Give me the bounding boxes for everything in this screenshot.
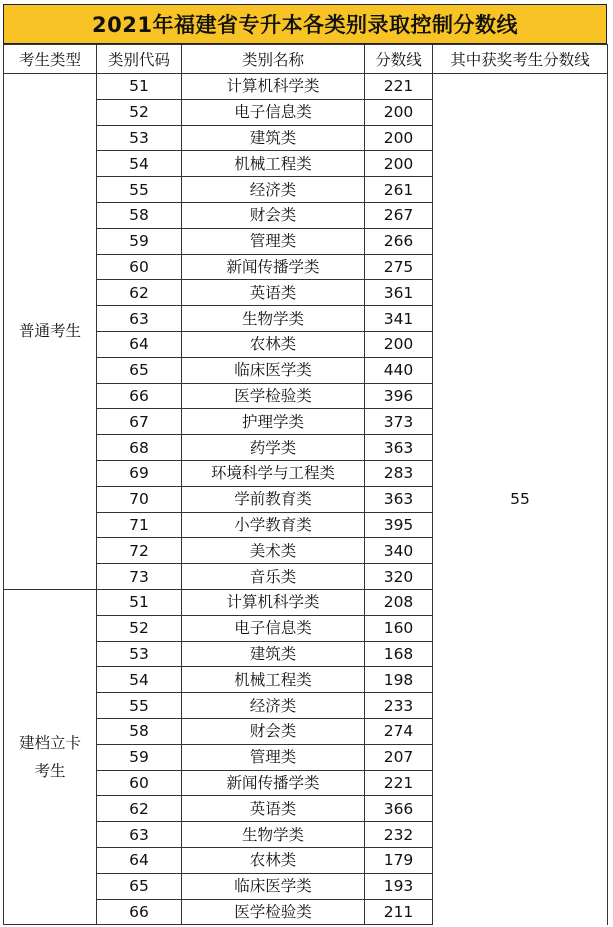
category-code-cell: 58 bbox=[97, 718, 182, 744]
score-line-cell: 207 bbox=[365, 744, 433, 770]
category-code-cell: 62 bbox=[97, 280, 182, 306]
student-type-cell: 普通考生 bbox=[4, 74, 97, 590]
score-line-cell: 340 bbox=[365, 538, 433, 564]
category-code-cell: 73 bbox=[97, 564, 182, 590]
table-row bbox=[4, 74, 608, 100]
category-name-cell: 生物学类 bbox=[182, 306, 365, 332]
category-name-cell: 药学类 bbox=[182, 435, 365, 461]
student-type-cell: 建档立卡 考生 bbox=[4, 589, 97, 924]
score-line-cell: 200 bbox=[365, 151, 433, 177]
category-code-cell: 60 bbox=[97, 254, 182, 280]
category-code-cell: 64 bbox=[97, 847, 182, 873]
category-name-cell: 生物学类 bbox=[182, 822, 365, 848]
category-name-cell: 英语类 bbox=[182, 280, 365, 306]
category-name-cell: 学前教育类 bbox=[182, 486, 365, 512]
score-line-cell: 363 bbox=[365, 486, 433, 512]
category-code-cell: 64 bbox=[97, 331, 182, 357]
category-code-cell: 60 bbox=[97, 770, 182, 796]
category-name-cell: 财会类 bbox=[182, 718, 365, 744]
score-line-cell: 211 bbox=[365, 899, 433, 925]
category-name-cell: 医学检验类 bbox=[182, 383, 365, 409]
category-code-cell: 63 bbox=[97, 822, 182, 848]
category-name-cell: 护理学类 bbox=[182, 409, 365, 435]
score-table bbox=[3, 44, 608, 925]
category-name-cell: 管理类 bbox=[182, 744, 365, 770]
category-code-cell: 54 bbox=[97, 667, 182, 693]
category-code-cell: 68 bbox=[97, 435, 182, 461]
header-category-name: 类别名称 bbox=[182, 45, 365, 74]
category-name-cell: 财会类 bbox=[182, 202, 365, 228]
header-row bbox=[4, 45, 608, 74]
score-line-cell: 395 bbox=[365, 512, 433, 538]
category-name-cell: 建筑类 bbox=[182, 125, 365, 151]
score-line-cell: 193 bbox=[365, 873, 433, 899]
category-name-cell: 农林类 bbox=[182, 847, 365, 873]
score-line-cell: 274 bbox=[365, 718, 433, 744]
category-code-cell: 65 bbox=[97, 873, 182, 899]
category-code-cell: 53 bbox=[97, 125, 182, 151]
category-name-cell: 临床医学类 bbox=[182, 357, 365, 383]
header-award-score-line: 其中获奖考生分数线 bbox=[433, 45, 608, 74]
category-name-cell: 小学教育类 bbox=[182, 512, 365, 538]
score-line-cell: 221 bbox=[365, 74, 433, 100]
category-name-cell: 临床医学类 bbox=[182, 873, 365, 899]
score-line-cell: 232 bbox=[365, 822, 433, 848]
category-name-cell: 管理类 bbox=[182, 228, 365, 254]
category-code-cell: 59 bbox=[97, 744, 182, 770]
header-score-line: 分数线 bbox=[365, 45, 433, 74]
table-title: 2021年福建省专升本各类别录取控制分数线 bbox=[3, 4, 607, 44]
score-line-cell: 373 bbox=[365, 409, 433, 435]
category-name-cell: 英语类 bbox=[182, 796, 365, 822]
category-name-cell: 新闻传播学类 bbox=[182, 254, 365, 280]
category-code-cell: 62 bbox=[97, 796, 182, 822]
category-code-cell: 63 bbox=[97, 306, 182, 332]
score-line-cell: 275 bbox=[365, 254, 433, 280]
category-code-cell: 51 bbox=[97, 589, 182, 615]
score-line-cell: 261 bbox=[365, 177, 433, 203]
category-name-cell: 经济类 bbox=[182, 693, 365, 719]
category-name-cell: 机械工程类 bbox=[182, 667, 365, 693]
category-code-cell: 54 bbox=[97, 151, 182, 177]
category-name-cell: 环境科学与工程类 bbox=[182, 460, 365, 486]
category-code-cell: 55 bbox=[97, 693, 182, 719]
score-line-cell: 168 bbox=[365, 641, 433, 667]
category-code-cell: 58 bbox=[97, 202, 182, 228]
category-name-cell: 电子信息类 bbox=[182, 99, 365, 125]
category-name-cell: 医学检验类 bbox=[182, 899, 365, 925]
score-line-cell: 266 bbox=[365, 228, 433, 254]
score-line-cell: 341 bbox=[365, 306, 433, 332]
category-code-cell: 55 bbox=[97, 177, 182, 203]
category-code-cell: 66 bbox=[97, 899, 182, 925]
category-code-cell: 69 bbox=[97, 460, 182, 486]
category-code-cell: 65 bbox=[97, 357, 182, 383]
category-name-cell: 计算机科学类 bbox=[182, 589, 365, 615]
category-code-cell: 70 bbox=[97, 486, 182, 512]
category-code-cell: 59 bbox=[97, 228, 182, 254]
score-line-cell: 363 bbox=[365, 435, 433, 461]
category-code-cell: 53 bbox=[97, 641, 182, 667]
category-name-cell: 建筑类 bbox=[182, 641, 365, 667]
category-code-cell: 67 bbox=[97, 409, 182, 435]
category-code-cell: 51 bbox=[97, 74, 182, 100]
category-code-cell: 66 bbox=[97, 383, 182, 409]
category-name-cell: 新闻传播学类 bbox=[182, 770, 365, 796]
score-line-cell: 200 bbox=[365, 99, 433, 125]
category-code-cell: 72 bbox=[97, 538, 182, 564]
category-code-cell: 52 bbox=[97, 615, 182, 641]
category-code-cell: 52 bbox=[97, 99, 182, 125]
score-line-cell: 200 bbox=[365, 331, 433, 357]
header-category-code: 类别代码 bbox=[97, 45, 182, 74]
score-line-cell: 283 bbox=[365, 460, 433, 486]
category-name-cell: 电子信息类 bbox=[182, 615, 365, 641]
score-line-cell: 208 bbox=[365, 589, 433, 615]
score-line-cell: 233 bbox=[365, 693, 433, 719]
score-line-cell: 440 bbox=[365, 357, 433, 383]
header-student-type: 考生类型 bbox=[4, 45, 97, 74]
score-line-cell: 366 bbox=[365, 796, 433, 822]
score-line-cell: 179 bbox=[365, 847, 433, 873]
category-name-cell: 美术类 bbox=[182, 538, 365, 564]
score-line-cell: 396 bbox=[365, 383, 433, 409]
category-name-cell: 机械工程类 bbox=[182, 151, 365, 177]
category-name-cell: 计算机科学类 bbox=[182, 74, 365, 100]
category-name-cell: 音乐类 bbox=[182, 564, 365, 590]
table-body bbox=[4, 74, 608, 925]
category-name-cell: 经济类 bbox=[182, 177, 365, 203]
category-code-cell: 71 bbox=[97, 512, 182, 538]
score-line-cell: 361 bbox=[365, 280, 433, 306]
score-line-cell: 200 bbox=[365, 125, 433, 151]
award-score-cell: 55 bbox=[433, 74, 608, 925]
score-line-cell: 221 bbox=[365, 770, 433, 796]
category-name-cell: 农林类 bbox=[182, 331, 365, 357]
score-line-cell: 267 bbox=[365, 202, 433, 228]
score-line-cell: 320 bbox=[365, 564, 433, 590]
score-line-cell: 160 bbox=[365, 615, 433, 641]
score-line-cell: 198 bbox=[365, 667, 433, 693]
